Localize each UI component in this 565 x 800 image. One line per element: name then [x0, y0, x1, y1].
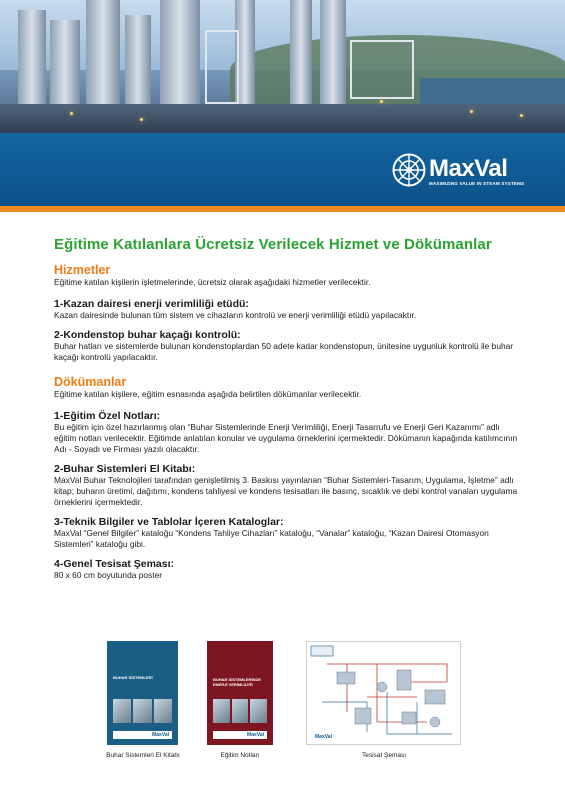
cover-title: BUHAR SİSTEMLERİNDE ENERJİ VERİMLİLİĞİ: [213, 677, 262, 687]
cover-caption: Buhar Sistemleri El Kitabı: [106, 752, 180, 759]
cover-caption: Tesisat Şeması: [361, 752, 407, 759]
document-item-title: 1-Eğitim Özel Notları:: [54, 410, 161, 422]
light: [140, 118, 143, 121]
services-heading: Hizmetler: [54, 263, 111, 277]
document-item-text: Bu eğitim için özel hazırlanmış olan “Buhar Sistemlerinde Enerji Verimliliği, Enerji Tasarrufu ve Enerji Geri Kazanımı” adlı eğitim notları verilecektir. Eğitimde anlatılan konular ve uygulama örneklerini içermektedir. Dökümanın kapağında katılımcının Adı - Soyadı ve Firması yazılı olacaktır.: [54, 422, 518, 454]
brand-name: MaxVal: [429, 155, 508, 182]
document-item: [54, 463, 524, 508]
document-item: [54, 516, 524, 550]
light: [470, 110, 473, 113]
document-item-title: 2-Buhar Sistemleri El Kitabı:: [54, 463, 196, 475]
cover-title: BUHAR SİSTEMLERİ: [113, 675, 153, 680]
silo: [320, 0, 346, 110]
silo: [18, 10, 46, 110]
cover-caption: Eğitim Notları: [220, 752, 260, 759]
silo: [290, 0, 312, 110]
cover-photos: [213, 699, 267, 723]
document-item-text: 80 x 60 cm boyutunda poster: [54, 570, 163, 580]
service-item-text: Buhar hatları ve sistemlerde bulunan kondenstoplardan 50 adete kadar kondenstopun, ünitesine uygunluk kontrolü ile buhar kaçağı kontrolü yapılacaktır.: [54, 341, 514, 362]
document-item-text: MaxVal Buhar Teknolojileri tarafından genişletilmiş 3. Baskısı yayınlanan “Buhar Sistemleri-Tasarım, Uygulama, İşletme” adlı kitap; buharın üretimi, dağıtımı, kondens tahliyesi ve kondens tesisatları ile basınç, sıcaklık ve debi kontrol vanaları uygulama örneklerini içermektedir.: [54, 475, 518, 507]
light: [380, 100, 383, 103]
silo: [50, 20, 80, 110]
silo: [160, 0, 200, 110]
document-item: [54, 410, 524, 455]
services-section: [54, 263, 524, 288]
document-item-title: 4-Genel Tesisat Şeması:: [54, 558, 175, 570]
piping-diagram-icon: [307, 642, 460, 744]
service-item-title: 1-Kazan dairesi enerji verimliliği etüdü:: [54, 298, 249, 310]
brand-tagline: MAXIMIZING VALUE IN STEAM SYSTEMS: [429, 181, 525, 186]
light: [70, 112, 73, 115]
service-item-title: 2-Kondenstop buhar kaçağı kontrolü:: [54, 329, 241, 341]
maxval-logo: [392, 153, 525, 193]
cover-logo: MaxVal: [247, 732, 264, 738]
ground: [0, 104, 565, 133]
documents-intro: Eğitime katılan kişilere, eğitim esnasında aşağıda belirtilen dökümanlar verilecektir.: [54, 389, 362, 399]
globe-logo-icon: [392, 153, 426, 187]
light: [520, 114, 523, 117]
document-item: [54, 558, 524, 581]
orange-stripe: [0, 206, 565, 212]
scaffold: [350, 40, 414, 99]
scaffold: [205, 30, 239, 104]
silo: [125, 15, 151, 110]
documents-section: [54, 375, 524, 400]
cover-logo-strip: [113, 731, 172, 739]
cover-logo: MaxVal: [315, 734, 332, 740]
header-photo: [0, 0, 565, 133]
main-content: [54, 236, 524, 589]
cover-logo: MaxVal: [152, 732, 169, 738]
document-item-title: 3-Teknik Bilgiler ve Tablolar İçeren Kataloglar:: [54, 516, 284, 528]
silo: [86, 0, 120, 110]
service-item-text: Kazan dairesinde bulunan tüm sistem ve cihazların kontrolü ve enerji verimliliği etüdü yapılacaktır.: [54, 310, 417, 320]
handbook-cover-image: [107, 641, 178, 745]
installation-diagram-image: [306, 641, 461, 745]
service-item: [54, 329, 524, 363]
training-notes-cover-image: [207, 641, 273, 745]
warehouse-roof: [420, 78, 565, 104]
documents-heading: Dökümanlar: [54, 375, 127, 389]
cover-logo-strip: [213, 731, 267, 739]
document-item-text: MaxVal “Genel Bilgiler” kataloğu “Kondens Tahliye Cihazları” kataloğu, “Vanalar” kataloğu, “Kazan Dairesi Otomasyon Sistemleri” kataloğu gibi.: [54, 528, 489, 549]
service-item: [54, 298, 524, 321]
cover-photos: [113, 699, 172, 723]
services-intro: Eğitime katılan kişilerin işletmelerinde, ücretsiz olarak aşağıdaki hizmetler verilecektir.: [54, 277, 371, 287]
page-title: Eğitime Katılanlara Ücretsiz Verilecek Hizmet ve Dökümanlar: [54, 236, 492, 253]
